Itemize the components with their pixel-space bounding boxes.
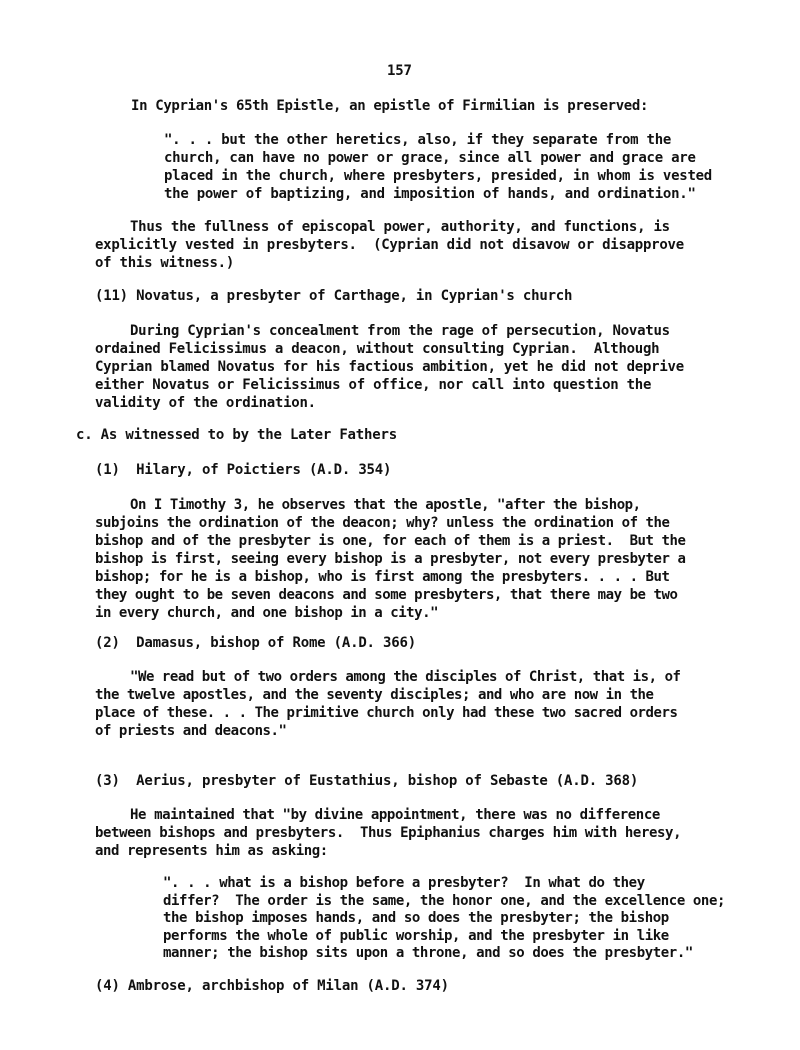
page-number: 157 — [387, 63, 412, 79]
text-line: placed in the church, where presbyters, presided, in whom is vested — [164, 168, 712, 184]
text-line: In Cyprian's 65th Epistle, an epistle of Firmilian is preserved: — [131, 98, 649, 114]
text-line: the power of baptizing, and imposition of hands, and ordination." — [164, 186, 696, 202]
text-line: they ought to be seven deacons and some presbyters, that there may be two — [95, 587, 678, 603]
text-line: Cyprian blamed Novatus for his factious ambition, yet he did not deprive — [95, 359, 684, 375]
text-line: c. As witnessed to by the Later Fathers — [76, 427, 397, 443]
text-line: "We read but of two orders among the disciples of Christ, that is, of — [130, 669, 681, 685]
text-line: Thus the fullness of episcopal power, authority, and functions, is — [130, 219, 670, 235]
text-line: On I Timothy 3, he observes that the apostle, "after the bishop, — [130, 497, 641, 513]
text-line: manner; the bishop sits upon a throne, and so does the presbyter." — [163, 945, 693, 961]
text-line: of this witness.) — [95, 255, 235, 271]
text-line: (3) Aerius, presbyter of Eustathius, bishop of Sebaste (A.D. 368) — [95, 773, 639, 789]
text-line: ". . . but the other heretics, also, if they separate from the — [164, 132, 672, 148]
text-line: of priests and deacons." — [95, 723, 287, 739]
text-line: bishop; for he is a bishop, who is first among the presbyters. . . . But — [95, 569, 670, 585]
text-line: validity of the ordination. — [95, 395, 316, 411]
text-line: the twelve apostles, and the seventy disciples; and who are now in the — [95, 687, 654, 703]
text-line: differ? The order is the same, the honor one, and the excellence one; — [163, 892, 726, 909]
text-line: between bishops and presbyters. Thus Epiphanius charges him with heresy, — [95, 825, 682, 841]
text-line: He maintained that "by divine appointment, there was no difference — [130, 807, 660, 823]
text-line: During Cyprian's concealment from the rage of persecution, Novatus — [130, 323, 670, 339]
text-line: bishop and of the presbyter is one, for each of them is a priest. But the — [95, 533, 686, 549]
text-line: church, can have no power or grace, since all power and grace are — [164, 150, 696, 166]
text-line: (2) Damasus, bishop of Rome (A.D. 366) — [95, 635, 416, 651]
text-line: the bishop imposes hands, and so does the presbyter; the bishop — [163, 910, 669, 926]
text-line: place of these. . . The primitive church only had these two sacred orders — [95, 705, 678, 721]
text-line: performs the whole of public worship, and the presbyter in like — [163, 927, 669, 944]
text-line: subjoins the ordination of the deacon; why? unless the ordination of the — [95, 515, 670, 531]
text-line: (4) Ambrose, archbishop of Milan (A.D. 374) — [95, 978, 449, 994]
text-line: (1) Hilary, of Poictiers (A.D. 354) — [95, 462, 392, 478]
text-line: either Novatus or Felicissimus of office, nor call into question the — [95, 377, 652, 393]
text-line: explicitly vested in presbyters. (Cyprian did not disavow or disapprove — [95, 237, 684, 253]
text-line: in every church, and one bishop in a city." — [95, 605, 439, 621]
text-line: bishop is first, seeing every bishop is a presbyter, not every presbyter a — [95, 551, 686, 567]
text-line: (11) Novatus, a presbyter of Carthage, in Cyprian's church — [95, 288, 573, 304]
text-line: and represents him as asking: — [95, 843, 328, 859]
text-line: ordained Felicissimus a deacon, without consulting Cyprian. Although — [95, 341, 660, 357]
text-line: ". . . what is a bishop before a presbyter? In what do they — [163, 875, 645, 891]
